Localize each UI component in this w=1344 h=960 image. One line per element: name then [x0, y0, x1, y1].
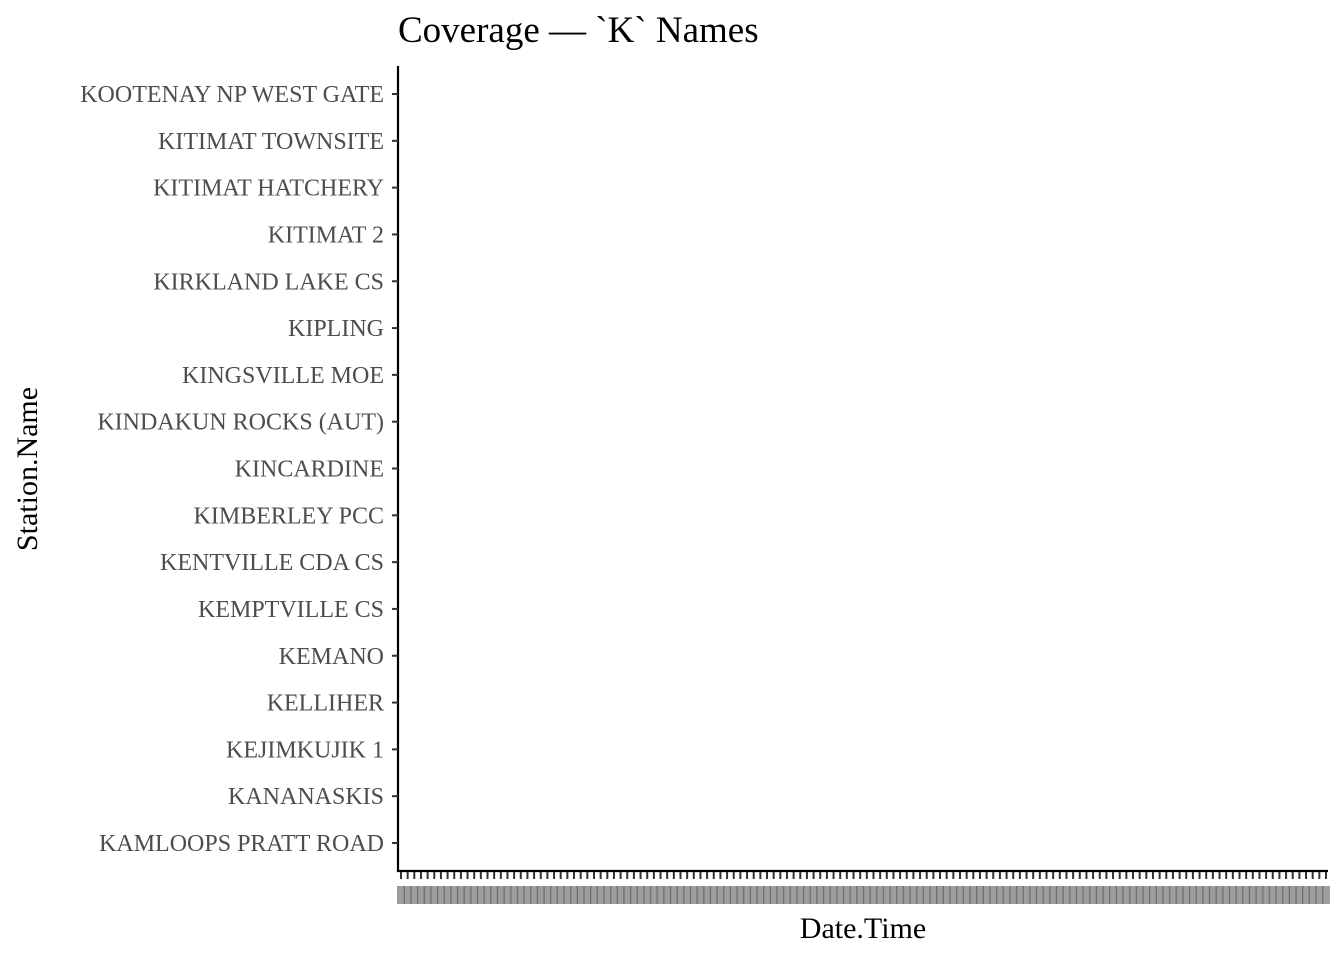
x-axis [397, 871, 1330, 904]
y-tick-label: KAMLOOPS PRATT ROAD [99, 831, 384, 857]
y-tick-label: KEMANO [278, 643, 384, 670]
y-tick-label: KITIMAT TOWNSITE [158, 128, 384, 155]
x-axis-title: Date.Time [799, 912, 927, 945]
x-tick-label-blur [1322, 886, 1330, 904]
x-axis-ticks [397, 872, 1330, 904]
y-tick-label: KIMBERLEY PCC [193, 503, 384, 530]
y-tick-label: KIRKLAND LAKE CS [153, 269, 384, 296]
y-tick-label: KINDAKUN ROCKS (AUT) [97, 409, 384, 436]
y-tick-label: KINGSVILLE MOE [182, 362, 384, 389]
y-axis [80, 66, 398, 872]
chart-title: Coverage — `K` Names [398, 10, 759, 51]
y-tick-label: KIPLING [288, 316, 384, 343]
y-tick-label: KEMPTVILLE CS [198, 596, 384, 623]
y-tick-label: KITIMAT HATCHERY [153, 175, 384, 202]
y-axis-title: Station.Name [11, 386, 44, 552]
y-tick-label: KINCARDINE [234, 456, 384, 483]
y-tick-label: KITIMAT 2 [267, 222, 384, 249]
y-tick-label: KOOTENAY NP WEST GATE [80, 82, 384, 108]
y-axis-ticks [80, 82, 398, 857]
y-tick-label: KENTVILLE CDA CS [160, 550, 384, 577]
y-tick-label: KEJIMKUJIK 1 [226, 737, 384, 764]
y-tick-label: KELLIHER [266, 690, 384, 717]
y-tick-label: KANANASKIS [227, 784, 384, 811]
